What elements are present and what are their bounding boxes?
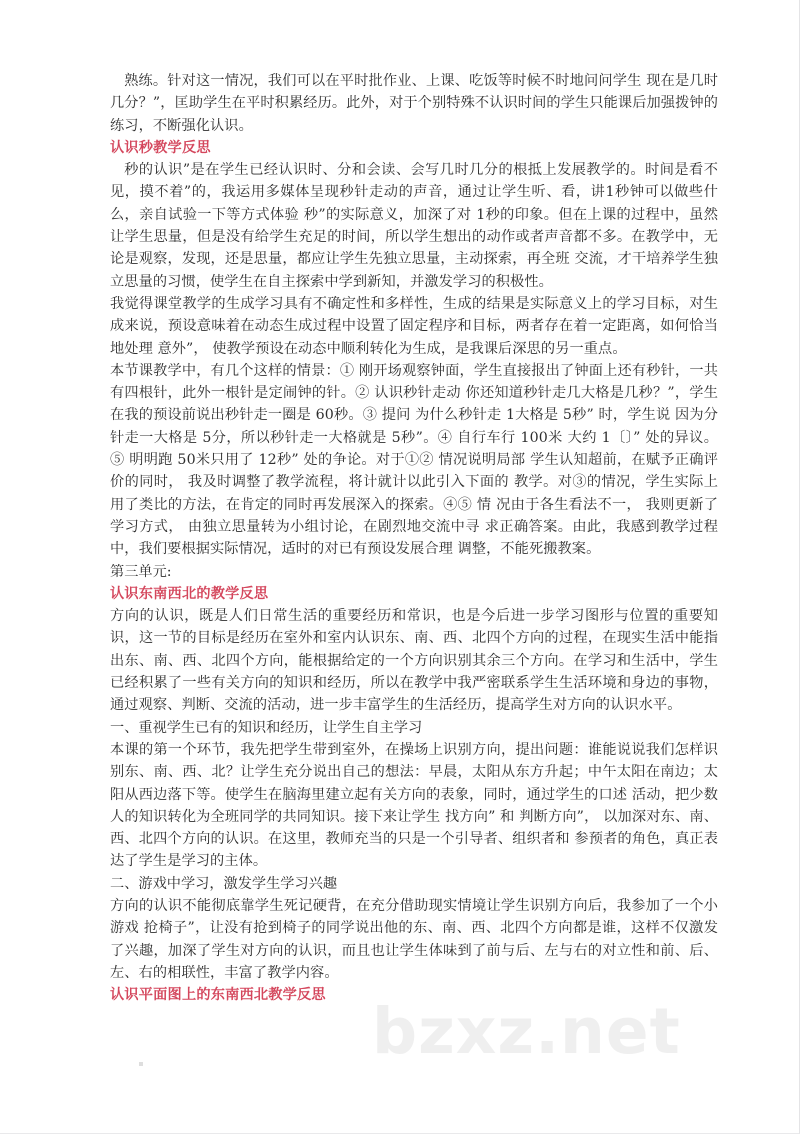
label-unit-three: 第三单元:: [110, 563, 172, 580]
paragraph-second-1: 秒的认识”是在学生已经认识时、分和会读、会写几时几分的根抵上发展教学的。时间是看不见，摸不着”的，我运用多媒体呈现秒针走动的声音，通过让学生听、看，讲1秒钟可以做些什么，亲自试验一下等方式体验 秒”的实际意义，加深了对 1秒的印象。但在上课的过程中，虽然让学生思量，但是没有给学生充足的时间，所以学生想出的动作或者声音都不多。在教学中，无论是观察，发现，还是思量，都应让学生先独立思量，主动探索，再全班 交流，才干培养学生独立思量的习惯，使学生在自主探索中学到新知，并激发学习的积极性。: [110, 162, 718, 290]
heading-recognize-second: 认识秒教学反思: [110, 139, 211, 156]
subheading-section-two: 二、游戏中学习，激发学生学习兴趣: [110, 875, 338, 892]
paragraph-second-3: 本节课教学中，有几个这样的情景：① 刚开场观察钟面，学生直接报出了钟面上还有秒针，一共有四根针，此外一根针是定闹钟的针。② 认识秒针走动 你还知道秒针走几大格是几秒？”，学生在我的预设前说出秒针走一圈是 60秒。③ 提问 为什么秒针走 1大格是 5秒” 时，学生说 因为分针走一大格是 5分，所以秒针走一大格就是 5秒”。④ 自行车行 100米 大约 1〔〕” 处的异议。⑤ 明明跑 50米只用了 12秒” 处的争论。对于①② 情况说明局部 学生认知超前，在赋予正确评价的同时， 我及时调整了教学流程，将计就计以此引入下面的 教学。对③的情况，学生实际上用了类比的方法，在肯定的同时再发展深入的探索。④⑤ 情 况由于各生看法不一， 我则更新了学习方式， 由独立思量转为小组讨论，在剧烈地交流中寻 求正确答案。由此，我感到教学过程中，我们要根据实际情况，适时的对已有预设发展合理 调整，不能死搬教案。: [110, 362, 718, 558]
paragraph-section-two-body: 方向的认识不能彻底靠学生死记硬背，在充分借助现实情境让学生识别方向后，我参加了一个小游戏 抢椅子”，让没有抢到椅子的同学说出他的东、南、西、北四个方向都是谁，这样不仅激发了兴趣，加深了学生对方向的认识，而且也让学生体味到了前与后、左与右的对立性和前、后、左、右的相联性，丰富了教学内容。: [110, 897, 718, 981]
subheading-section-one: 一、重视学生已有的知识和经历，让学生自主学习: [110, 719, 423, 736]
paragraph-second-2: 我觉得课堂教学的生成学习具有不确定性和多样性，生成的结果是实际意义上的学习目标，对生成来说，预设意味着在动态生成过程中设置了固定程序和目标，两者存在着一定距离，如何恰当地处理 意外”， 使教学预设在动态中顺利转化为生成，是我课后深思的另一重点。: [110, 295, 718, 357]
scan-speck: [139, 1062, 143, 1066]
heading-recognize-map-directions: 认识平面图上的东南西北教学反思: [110, 987, 326, 1004]
site-watermark: bzxz.net: [372, 995, 681, 1068]
paragraph-intro: 熟练。针对这一情况，我们可以在平时批作业、上课、吃饭等时候不时地问问学生 现在是几时几分？”，匡助学生在平时积累经历。此外，对于个别特殊不认识时间的学生只能课后加强拨钟的练习，不断强化认识。: [110, 73, 718, 134]
heading-recognize-directions: 认识东南西北的教学反思: [110, 585, 269, 602]
paragraph-directions-1: 方向的认识，既是人们日常生活的重要经历和常识，也是今后进一步学习图形与位置的重要知识，这一节的目标是经历在室外和室内认识东、南、西、北四个方向的过程，在现实生活中能指出东、南、西、北四个方向，能根据给定的一个方向识别其余三个方向。在学习和生活中，学生已经积累了一些有关方向的知识和经历，所以在教学中我严密联系学生生活环境和身边的事物，通过观察、判断、交流的活动，进一步丰富学生的生活经历，提高学生对方向的认识水平。: [110, 608, 718, 714]
paragraph-section-one-body: 本课的第一个环节，我先把学生带到室外，在操场上识别方向，提出问题：谁能说说我们怎样识别东、南、西、北？让学生充分说出自己的想法：早晨，太阳从东方升起；中午太阳在南边；太阳从西边落下等。使学生在脑海里建立起有关方向的表象，同时，通过学生的口述 活动，把少数人的知识转化为全班同学的共同知识。接下来让学生 找方向” 和 判断方向”， 以加深对东、南、西、北四个方向的认识。在这里，教师充当的只是一个引导者、组织者和 参预者的角色，真正表达了学生是学习的主体。: [110, 741, 718, 870]
document-body: [110, 70, 718, 1006]
